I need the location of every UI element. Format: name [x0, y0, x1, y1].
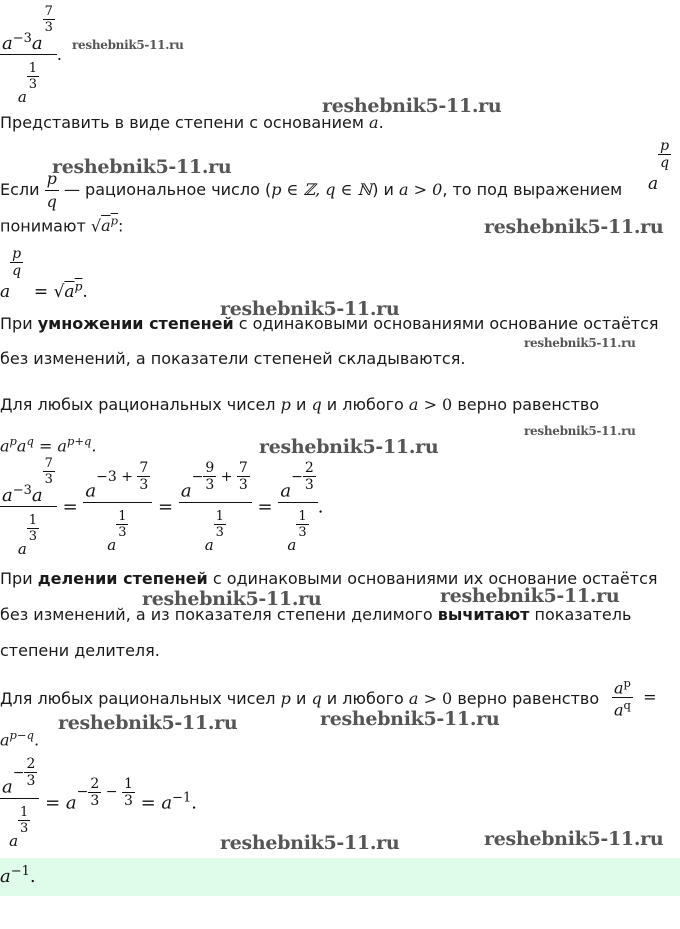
div-equality-fraction: $\frac{a^p}{a^q}$ = [614, 676, 657, 720]
watermark: reshebnik5-11.ru [220, 298, 400, 320]
step-2-computation: $a^{- \frac{2}{3}}$ a $\frac{1}{3}$ = $a^{- \frac{2}{3} - \frac{1}{3}}$ = $a^{-1}$. [2, 756, 197, 850]
fraction-p-q: $\frac{p}{q}$ [46, 169, 57, 211]
watermark: reshebnik5-11.ru [524, 424, 636, 438]
div-rule-line-1: При делении степеней с одинаковыми основаниями их основание остаётся [0, 569, 658, 588]
definition-line-2: понимают $√a^p$: [0, 214, 124, 236]
mult-equality-formula: $a^pa^q = a^{p+q}$. [0, 434, 97, 456]
watermark: reshebnik5-11.ru [322, 95, 502, 117]
div-equality-result: $a^{p-q}$. [0, 728, 40, 750]
div-rule-line-3: степени делителя. [0, 641, 160, 660]
mult-equality-line: Для любых рациональных чисел p и q и любого a > 0 верно равенство [0, 395, 600, 414]
div-rule-line-2: без изменений, а из показателя степени делимого вычитают показатель [0, 605, 632, 624]
definition-formula: a $\frac{p}{q}$ = $√a^p$. [0, 246, 88, 302]
watermark: reshebnik5-11.ru [72, 38, 184, 52]
watermark: reshebnik5-11.ru [142, 588, 322, 610]
watermark: reshebnik5-11.ru [52, 156, 232, 178]
answer-value: $a^{-1}$. [0, 864, 36, 887]
watermark: reshebnik5-11.ru [259, 436, 439, 458]
watermark: reshebnik5-11.ru [484, 828, 664, 850]
watermark: reshebnik5-11.ru [220, 832, 400, 854]
mult-rule-line-2: без изменений, а показатели степеней складываются. [0, 349, 466, 368]
answer-box [0, 858, 680, 896]
definition-line: Если $\frac{p}{q}$ — рациональное число (p ∈ ℤ, q ∈ ℕ) и a > 0, то под выражением [0, 169, 623, 211]
step-1-computation: $a^{-3}a$ $\frac{7}{3}$ a $\frac{1}{3}$ = $a^{-3 + \frac{7}{3}}$ a $\frac{1}{3}$ = $a^{- \frac{9}{3} + \frac{7}{3}}$ a $\frac{1}{3}$ = $a^{- \frac{2}{3}}$ a $\frac{1}{3}$ . [2, 456, 324, 558]
watermark: reshebnik5-11.ru [484, 216, 664, 238]
watermark: reshebnik5-11.ru [58, 712, 238, 734]
mult-rule-line-1: При умножении степеней с одинаковыми основаниями основание остаётся [0, 314, 659, 333]
problem-expression: $a^{-3}a$ $\frac{7}{3}$ a $\frac{1}{3}$ . [2, 4, 62, 106]
watermark: reshebnik5-11.ru [320, 708, 500, 730]
watermark: reshebnik5-11.ru [524, 336, 636, 350]
div-equality-line: Для любых рациональных чисел p и q и любого a > 0 верно равенство [0, 689, 600, 708]
task-text: Представить в виде степени с основанием a. [0, 113, 384, 132]
watermark: reshebnik5-11.ru [440, 585, 620, 607]
a-power-p-over-q: a $\frac{p}{q}$ [648, 138, 670, 194]
